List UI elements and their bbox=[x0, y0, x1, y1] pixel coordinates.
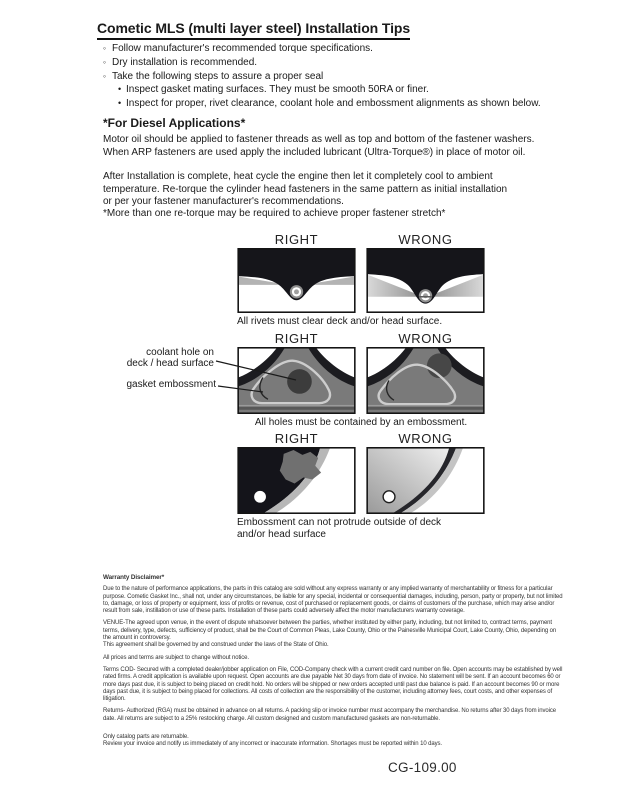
sub-list-item bbox=[103, 97, 541, 111]
diesel-applications-heading: *For Diesel Applications* bbox=[103, 116, 246, 130]
coolant-hole-right-diagram bbox=[237, 347, 356, 414]
page-title: Cometic MLS (multi layer steel) Installation Tips bbox=[97, 20, 410, 40]
callout-line: coolant hole on bbox=[146, 347, 214, 358]
callout-line: deck / head surface bbox=[126, 358, 214, 370]
diagram-row-holes bbox=[237, 331, 485, 429]
list-item bbox=[103, 70, 541, 84]
rivet-wrong-illustration bbox=[366, 248, 485, 313]
caption-line: and/or head surface bbox=[237, 529, 326, 540]
paragraph-line: temperature. Re-torque the cylinder head fasteners in the same pattern as initial installation bbox=[103, 183, 508, 195]
wrong-header: WRONG bbox=[398, 331, 453, 346]
diagram-caption: All rivets must clear deck and/or head surface. bbox=[237, 316, 443, 327]
right-header: RIGHT bbox=[274, 331, 319, 346]
rivet-right-illustration bbox=[237, 248, 356, 313]
bullet-icon: • bbox=[118, 98, 122, 109]
list-item-text: Dry installation is recommended. bbox=[112, 56, 258, 68]
coolant-hole-callout-label bbox=[104, 347, 214, 369]
right-header: RIGHT bbox=[274, 232, 319, 247]
warranty-paragraph: Review your invoice and notify us immediately of any incorrect or inaccurate information. Shortages must be reported within 10 days. bbox=[103, 741, 442, 748]
warranty-paragraph: VENUE-The agreed upon venue, in the event of dispute whatsoever between the parties, whether instituted by either party, including, but not limited to, contract terms, payment terms, delivery, type, defects, sufficiency of product, shall be the Court of Common Pleas, Lake County, Ohio or the Painesville Municipal Court, Lake County, Ohio, depending on the amount in controversy. bbox=[103, 620, 557, 642]
embossment-wrong-diagram bbox=[366, 447, 485, 514]
installation-tips-list bbox=[103, 42, 541, 111]
list-item-text: Inspect for proper, rivet clearance, coolant hole and embossment alignments as shown below. bbox=[126, 98, 541, 110]
warranty-disclaimer-section bbox=[103, 574, 565, 749]
diagram-caption bbox=[237, 517, 485, 541]
right-header: RIGHT bbox=[274, 431, 319, 446]
list-item-text: Follow manufacturer's recommended torque specifications. bbox=[112, 43, 373, 54]
wrong-header: WRONG bbox=[398, 232, 453, 247]
page-code: CG-109.00 bbox=[388, 760, 457, 775]
paragraph-line: or per your fastener manufacturer's recommendations. bbox=[103, 196, 344, 207]
paragraph-line: Motor oil should be applied to fastener threads as well as top and bottom of the fastener washers. bbox=[103, 134, 535, 145]
rivet-clearance-wrong-diagram bbox=[366, 248, 485, 313]
diagram-row-embossment bbox=[237, 431, 485, 541]
list-item bbox=[103, 42, 541, 56]
embossment-right-diagram bbox=[237, 447, 356, 514]
diesel-paragraph-1 bbox=[103, 134, 534, 159]
retorque-note: *More than one re-torque may be required to achieve proper fastener stretch* bbox=[103, 208, 446, 219]
list-item-text: Take the following steps to assure a proper seal bbox=[112, 70, 324, 82]
list-item bbox=[103, 56, 541, 70]
diagram-caption: All holes must be contained by an embossment. bbox=[254, 417, 468, 428]
gasket-embossment-callout-label: gasket embossment bbox=[126, 379, 216, 390]
coolant-right-illustration bbox=[237, 347, 356, 414]
embossment-right-illustration bbox=[237, 447, 356, 514]
wrong-header: WRONG bbox=[398, 431, 453, 446]
warranty-paragraph: Terms COD- Secured with a completed dealer/jobber application on File, COD-Company check with a current credit card number on file. Open accounts may be established by well rated firms. A credit application is available upon request. Open accounts are due payable Net 30 days from date of invoice. No statement will be sent. If an account becomes 60 or more days past due, it is subject to being placed on credit hold. No orders will be shipped or new orders accepted until past due balance is paid. If an account becomes 90 or more days past due, it is subject to being placed for collections. All costs of collection are the responsibility of the customer, including attorney fees, court costs, and other expenses of litigation. bbox=[103, 666, 563, 703]
warranty-heading: Warranty Disclaimer* bbox=[103, 574, 165, 581]
warranty-paragraph: Due to the nature of performance applications, the parts in this catalog are sold without any express warranty or any implied warranty of merchantability or fitness for a particular purpose. Cometic Gasket Inc., shall not, under any circumstances, be liable for any special, incidental or consequential damages, including, person, party or property, but not limited to, damage, or loss of property or equipment, loss of profits or revenue, cost of purchased or replacement goods, or claims of customers of the purchase, which may arise and/or result from sale, instillation or use of these parts. Installation of these parts could adversely affect the motor manufacturers warranty coverage. bbox=[103, 586, 563, 615]
bullet-icon: ◦ bbox=[103, 70, 107, 81]
paragraph-line: After Installation is complete, heat cycle the engine then let it completely cool to ambient bbox=[103, 171, 493, 182]
coolant-wrong-illustration bbox=[366, 347, 485, 414]
warranty-paragraph: This agreement shall be governed by and construed under the laws of the State of Ohio. bbox=[103, 642, 329, 649]
bullet-icon: • bbox=[118, 84, 122, 95]
rivet-clearance-right-diagram bbox=[237, 248, 356, 313]
diesel-paragraph-2 bbox=[103, 171, 507, 209]
warranty-paragraph: All prices and terms are subject to change without notice. bbox=[103, 654, 249, 661]
caption-line: Embossment can not protrude outside of deck bbox=[237, 517, 442, 528]
embossment-wrong-illustration bbox=[366, 447, 485, 514]
coolant-hole-wrong-diagram bbox=[366, 347, 485, 414]
bullet-icon: ◦ bbox=[103, 56, 107, 67]
warranty-paragraph: Returns- Authorized (RGA) must be obtained in advance on all returns. A packing slip or invoice number must accompany the merchandise. No returns after 30 days from invoice date. All returns are subject to a 25% restocking charge. All custom designed and custom manufactured gaskets are non-returnable. bbox=[103, 708, 557, 722]
diagram-row-rivets bbox=[237, 232, 485, 328]
bullet-icon: ◦ bbox=[103, 43, 107, 53]
warranty-paragraph: Only catalog parts are returnable. bbox=[103, 734, 189, 741]
paragraph-line: When ARP fasteners are used apply the included lubricant (Ultra-Torque®) in place of motor oil. bbox=[103, 146, 526, 158]
list-item-text: Inspect gasket mating surfaces. They must be smooth 50RA or finer. bbox=[126, 84, 429, 96]
sub-list-item bbox=[103, 83, 541, 97]
